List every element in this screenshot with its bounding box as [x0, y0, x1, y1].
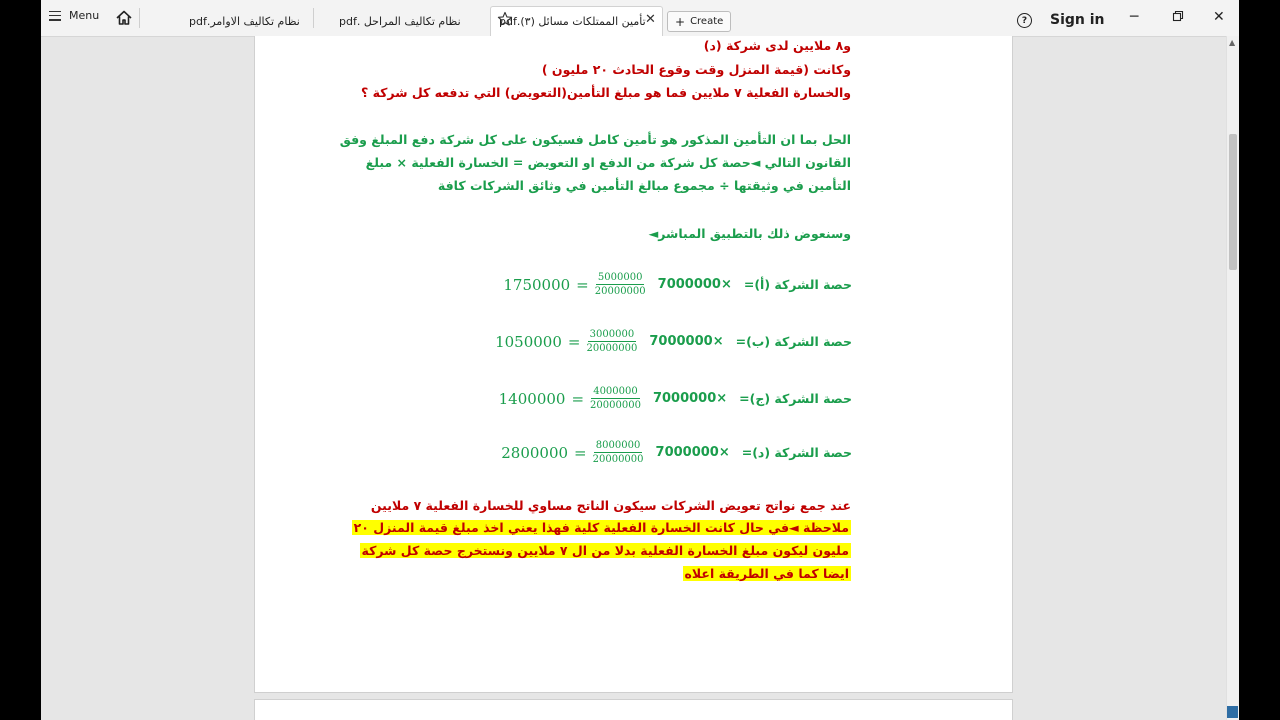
multiplier: 7000000× [649, 334, 724, 349]
star-icon[interactable] [497, 11, 513, 27]
create-label: Create [690, 16, 724, 27]
multiplier: 7000000× [652, 391, 728, 406]
equation-company-b [495, 329, 852, 354]
fraction-denominator: 20000000 [586, 343, 638, 354]
highlighted-note-line: ملاحظة ◄في حال كانت الخسارة الفعلية كلية فهذا يعني اخذ مبلغ قيمة المنزل ٢٠ [353, 520, 849, 535]
tab-label: نظام تكاليف المراحل .pdf [339, 14, 461, 28]
menu-label: Menu [69, 9, 100, 22]
equals-sign: = [571, 389, 585, 408]
fraction [595, 272, 646, 297]
minimize-icon[interactable]: ─ [1130, 9, 1139, 25]
equals-sign: = [567, 332, 581, 351]
text-line: و٨ ملايين لدى شركة (د) [703, 38, 851, 53]
menu-button[interactable] [49, 9, 99, 22]
tab-divider [313, 8, 314, 28]
fraction-denominator: 20000000 [592, 454, 644, 465]
pdf-viewer-window [41, 0, 1239, 720]
next-pdf-page [254, 699, 1013, 720]
equation-company-d [501, 440, 852, 465]
hamburger-icon [49, 11, 61, 21]
tab-orders-costs[interactable] [181, 6, 311, 36]
text-line: التأمين في وثيقتها ÷ مجموع مبالغ التأمين في وثائق الشركات كافة [437, 178, 851, 193]
fraction [586, 329, 637, 354]
tab-label: نظام تكاليف الاوامر.pdf [189, 14, 300, 28]
help-icon[interactable]: ? [1017, 13, 1032, 28]
sign-in-button[interactable]: Sign in [1050, 12, 1105, 28]
equals-sign: = [574, 443, 587, 462]
equation-label: حصة الشركة (ج)= [739, 391, 852, 406]
plus-icon: + [675, 14, 686, 29]
tab-label: تأمين الممتلكات مسائل (٣).pdf [499, 15, 646, 28]
fraction-numerator: 5000000 [597, 272, 643, 283]
equation-result: 1400000 [498, 389, 566, 408]
text-line: وكانت (قيمة المنزل وقت وقوع الحادث ٢٠ مليون ) [541, 62, 851, 77]
create-button[interactable] [667, 11, 731, 32]
text-line: عند جمع نواتج تعويض الشركات سيكون الناتج مساوي للخسارة الفعلية ٧ ملايين [370, 498, 851, 513]
fraction-denominator: 20000000 [594, 286, 646, 297]
equation-company-a [503, 272, 852, 297]
text-line: الحل بما ان التأمين المذكور هو تأمين كامل فسيكون على كل شركة دفع المبلغ وفق [339, 132, 851, 147]
restore-icon[interactable] [1172, 10, 1184, 26]
home-icon [113, 8, 135, 28]
equation-result: 1750000 [503, 275, 571, 294]
equation-result: 2800000 [501, 443, 569, 462]
fraction [593, 440, 644, 465]
title-bar [41, 0, 1239, 37]
text-line: وسنعوض ذلك بالتطبيق المباشر◄ [648, 226, 851, 241]
tab-property-insurance[interactable] [490, 6, 663, 36]
equation-company-c [499, 386, 852, 411]
fraction-numerator: 8000000 [595, 440, 641, 451]
fraction [590, 386, 641, 411]
multiplier: 7000000× [657, 277, 732, 292]
scrollbar-thumb[interactable] [1229, 134, 1237, 270]
fraction-denominator: 20000000 [590, 400, 641, 411]
close-icon[interactable]: ✕ [645, 12, 656, 27]
highlighted-note-line: مليون ليكون مبلغ الخسارة الفعلية بدلا من ال ٧ ملايين ونستخرج حصة كل شركة [361, 543, 849, 558]
vertical-scrollbar[interactable] [1226, 36, 1239, 720]
multiplier: 7000000× [655, 445, 730, 460]
text-line: القانون التالي ◄حصة كل شركة من الدفع او التعويض = الخسارة الفعلية × مبلغ [365, 155, 851, 170]
highlighted-note-line: ايضا كما في الطريقة اعلاه [684, 566, 849, 581]
pdf-page [254, 36, 1013, 693]
toolbar-divider [139, 8, 140, 28]
equation-label: حصة الشركة (أ)= [743, 277, 852, 292]
equation-label: حصة الشركة (د)= [741, 445, 852, 460]
close-window-icon[interactable]: ✕ [1213, 9, 1225, 25]
text-line: والخسارة الفعلية ٧ ملايين فما هو مبلغ التأمين(التعويض) التي تدفعه كل شركة ؟ [360, 85, 851, 100]
equals-sign: = [576, 275, 589, 294]
tab-process-costs[interactable] [331, 6, 486, 36]
home-button[interactable] [113, 8, 135, 28]
fraction-numerator: 3000000 [589, 329, 635, 340]
corner-resize-button[interactable] [1227, 706, 1238, 718]
fraction-numerator: 4000000 [593, 386, 638, 397]
equation-result: 1050000 [495, 332, 562, 351]
equation-label: حصة الشركة (ب)= [735, 334, 852, 349]
scroll-up-icon[interactable]: ▲ [1229, 38, 1236, 47]
